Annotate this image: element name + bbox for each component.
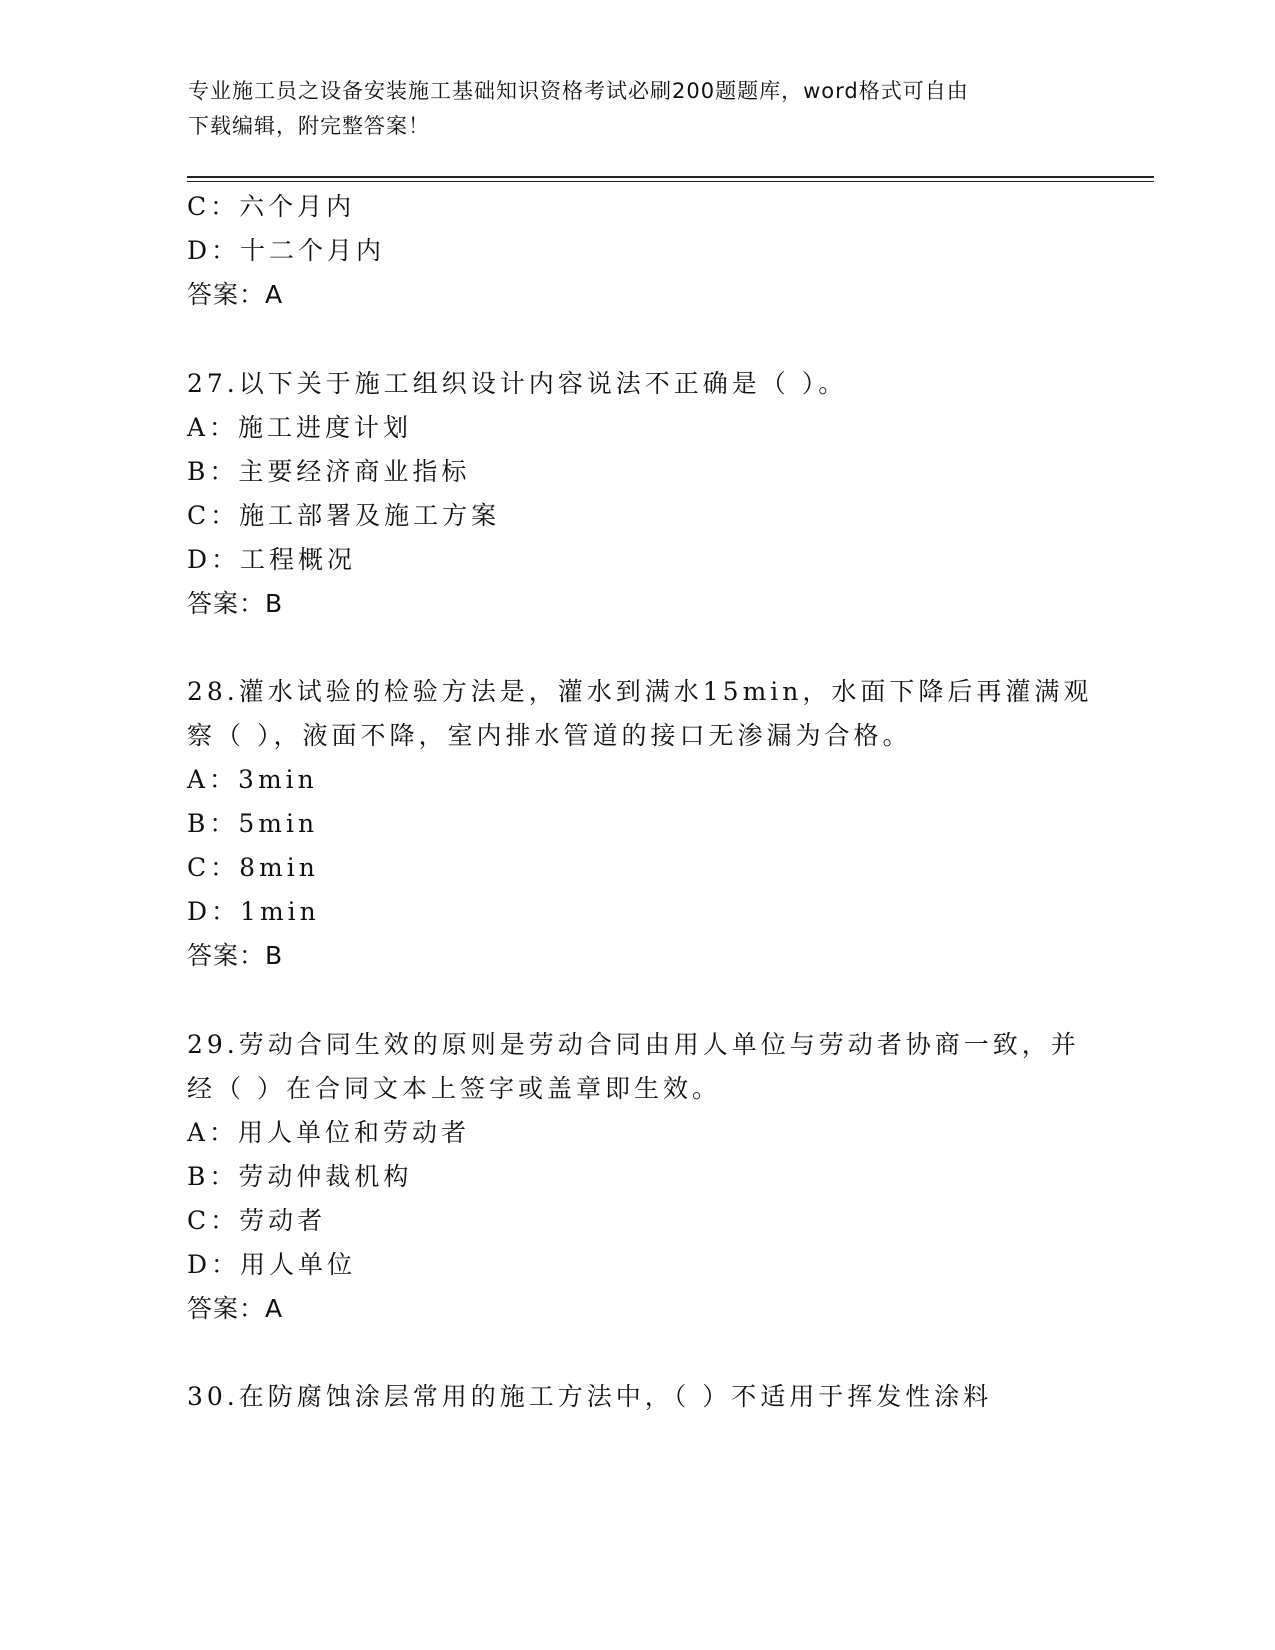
q29-option-c: C：劳动者 <box>187 1206 327 1235</box>
prev-option-d: D：十二个月内 <box>187 236 386 265</box>
q28-option-a: A：3min <box>187 765 318 794</box>
q27-answer: 答案：B <box>187 589 284 618</box>
q29-answer: 答案：A <box>187 1294 284 1323</box>
q27-option-c: C：施工部署及施工方案 <box>187 501 501 530</box>
q28-question-line-2: 察（ ），液面不降，室内排水管道的接口无渗漏为合格。 <box>187 721 912 750</box>
q30-question: 30.在防腐蚀涂层常用的施工方法中，（ ）不适用于挥发性涂料 <box>187 1382 993 1411</box>
q29-question-line-1: 29.劳动合同生效的原则是劳动合同由用人单位与劳动者协商一致，并 <box>187 1030 1080 1059</box>
q27-option-a: A：施工进度计划 <box>187 413 413 442</box>
prev-answer: 答案：A <box>187 280 284 309</box>
header-line-1: 专业施工员之设备安装施工基础知识资格考试必刷200题题库，word格式可自由 <box>188 79 969 103</box>
header-divider-thin <box>187 181 1154 182</box>
q28-question-line-1: 28.灌水试验的检验方法是，灌水到满水15min，水面下降后再灌满观 <box>187 677 1093 706</box>
q28-option-d: D：1min <box>187 897 320 926</box>
q29-option-b: B：劳动仲裁机构 <box>187 1162 413 1191</box>
q27-question: 27.以下关于施工组织设计内容说法不正确是（ ）。 <box>187 369 848 398</box>
header-divider-thick <box>187 176 1154 178</box>
header-line-2: 下载编辑，附完整答案！ <box>188 114 430 138</box>
q28-answer: 答案：B <box>187 941 284 970</box>
q27-option-b: B：主要经济商业指标 <box>187 457 471 486</box>
q29-option-d: D：用人单位 <box>187 1250 357 1279</box>
prev-option-c: C：六个月内 <box>187 192 356 221</box>
q28-option-b: B：5min <box>187 809 319 838</box>
q29-question-line-2: 经（ ）在合同文本上签字或盖章即生效。 <box>187 1074 721 1103</box>
q27-option-d: D：工程概况 <box>187 545 357 574</box>
q28-option-c: C：8min <box>187 853 319 882</box>
q29-option-a: A：用人单位和劳动者 <box>187 1118 471 1147</box>
document-header <box>188 74 1068 144</box>
